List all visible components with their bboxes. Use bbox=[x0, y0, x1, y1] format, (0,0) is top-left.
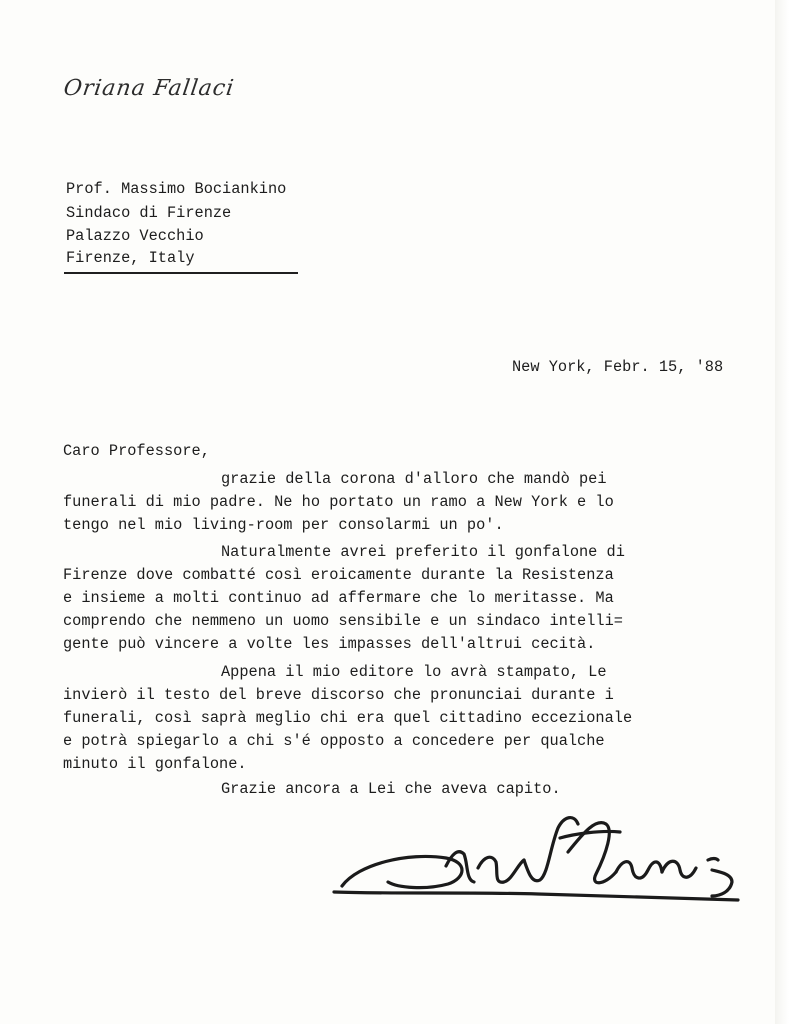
body-line: gente può vincere a volte les impasses dell'altrui cecità. bbox=[63, 635, 596, 653]
body-line: funerali, così saprà meglio chi era quel cittadino eccezionale bbox=[63, 709, 633, 727]
body-line: tengo nel mio living-room per consolarmi un po'. bbox=[63, 516, 504, 534]
address-underline bbox=[64, 272, 298, 274]
body-line: minuto il gonfalone. bbox=[63, 755, 247, 773]
body-line: funerali di mio padre. Ne ho portato un ramo a New York e lo bbox=[63, 493, 614, 511]
handwritten-signature-icon bbox=[328, 808, 748, 918]
recipient-line: Palazzo Vecchio bbox=[66, 227, 204, 245]
letterhead-name: Oriana Fallaci bbox=[62, 76, 236, 101]
letter-date: New York, Febr. 15, '88 bbox=[512, 358, 724, 376]
body-line: e insieme a molti continuo ad affermare che lo meritasse. Ma bbox=[63, 589, 614, 607]
signature-strokes bbox=[334, 818, 738, 900]
body-line: e potrà spiegarlo a chi s'é opposto a concedere per qualche bbox=[63, 732, 605, 750]
body-line: grazie della corona d'alloro che mandò pei bbox=[221, 470, 607, 488]
recipient-line: Sindaco di Firenze bbox=[66, 204, 232, 222]
salutation: Caro Professore, bbox=[63, 442, 210, 460]
body-line: Naturalmente avrei preferito il gonfalone di bbox=[221, 543, 625, 561]
body-line: Appena il mio editore lo avrà stampato, Le bbox=[221, 663, 607, 681]
body-line: comprendo che nemmeno un uomo sensibile e un sindaco intelli= bbox=[63, 612, 623, 630]
body-line: invierò il testo del breve discorso che pronunciai durante i bbox=[63, 686, 614, 704]
closing-line: Grazie ancora a Lei che aveva capito. bbox=[221, 780, 561, 798]
paper-edge bbox=[775, 0, 789, 1024]
recipient-line: Firenze, Italy bbox=[66, 249, 195, 267]
recipient-line: Prof. Massimo Bociankino bbox=[66, 180, 287, 198]
body-line: Firenze dove combatté così eroicamente durante la Resistenza bbox=[63, 566, 614, 584]
